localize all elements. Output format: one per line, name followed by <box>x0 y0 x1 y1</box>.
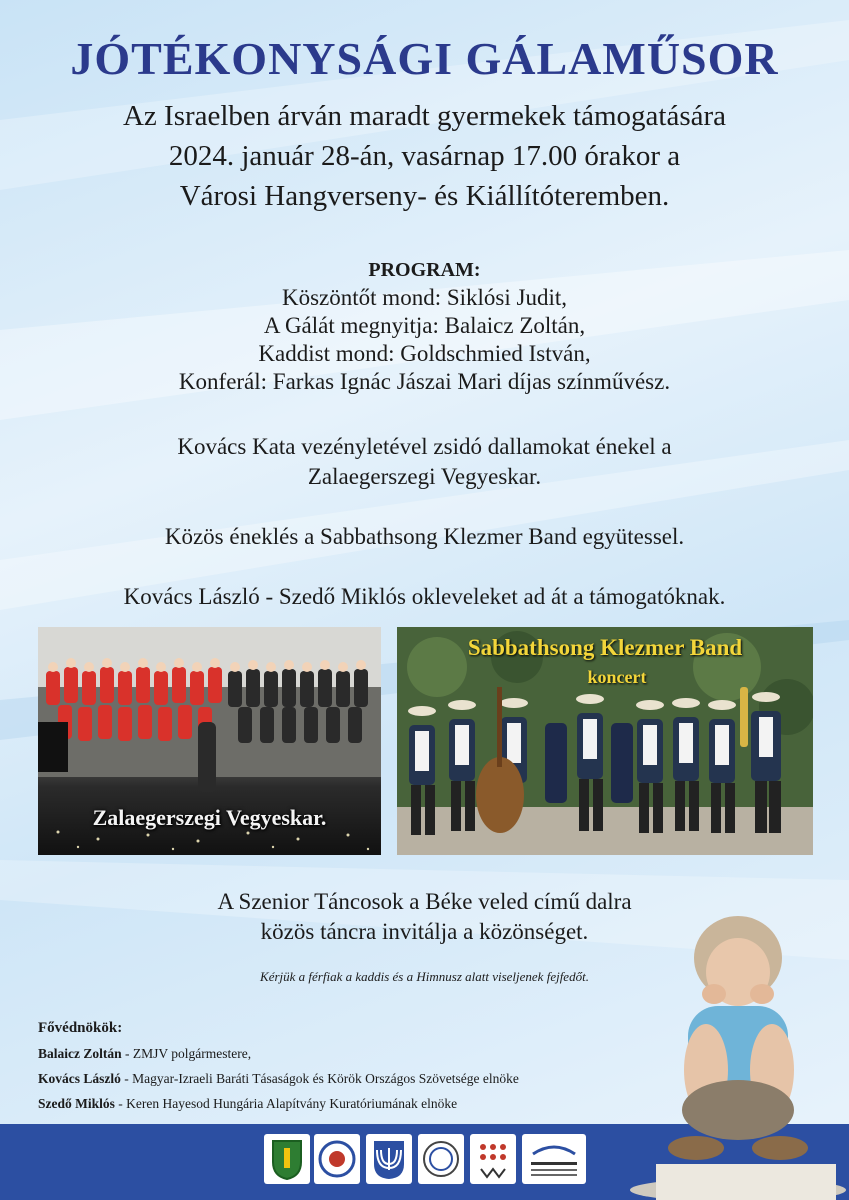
patron-role: - Keren Hayesod Hungária Alapítvány Kuratóriumának elnöke <box>114 1096 458 1111</box>
patron-name: Szedő Miklós <box>38 1096 115 1111</box>
dance-line: A Szenior Táncosok a Béke veled című dalra <box>217 889 632 914</box>
band-subtitle: koncert <box>587 667 647 687</box>
patron-role: - Magyar-Izraeli Baráti Tásaságok és Körök Országos Szövetsége elnöke <box>120 1071 519 1086</box>
band-illustration <box>397 627 813 855</box>
intro-text <box>0 96 849 216</box>
city-crest-icon <box>264 1134 310 1184</box>
choir-line: Zalaegerszegi Vegyeskar. <box>307 464 542 489</box>
band-title: Sabbathsong Klezmer Band <box>467 635 743 660</box>
patron-line <box>38 1066 678 1091</box>
choir-paragraph <box>0 432 849 492</box>
child-illustration <box>626 910 849 1200</box>
patron-name: Balaicz Zoltán <box>38 1046 122 1061</box>
program-line: Konferál: Farkas Ignác Jászai Mari díjas színművész. <box>178 369 671 394</box>
keren-hayesod-logo-icon <box>522 1134 586 1184</box>
choir-caption: Zalaegerszegi Vegyeskar. <box>92 805 327 830</box>
intro-line: Az Israelben árván maradt gyermekek támogatására <box>122 100 727 132</box>
program-line: A Gálát megnyitja: Balaicz Zoltán, <box>263 313 586 338</box>
patron-name: Kovács László <box>38 1071 121 1086</box>
patrons-heading: Fővédnökök: <box>38 1020 123 1036</box>
seal-logo-icon <box>314 1134 360 1184</box>
band-photo <box>397 627 813 855</box>
program-section <box>0 256 849 396</box>
patron-role: - ZMJV polgármestere, <box>121 1046 252 1061</box>
patrons-section <box>38 1016 678 1116</box>
program-line: Köszöntőt mond: Siklósi Judit, <box>282 285 567 310</box>
intro-line: 2024. január 28-án, vasárnap 17.00 órakor a <box>168 140 681 172</box>
patron-line <box>38 1091 678 1116</box>
headcover-note: Kérjük a férfiak a kaddis és a Himnusz alatt viseljenek fejfedőt. <box>260 969 589 984</box>
menorah-emblem-icon <box>366 1134 412 1184</box>
awards-paragraph: Kovács László - Szedő Miklós okleveleket ad át a támogatóknak. <box>123 584 726 609</box>
sing-paragraph: Közös éneklés a Sabbathsong Klezmer Band együtessel. <box>164 524 685 549</box>
page-title: JÓTÉKONYSÁGI GÁLAMŰSOR <box>70 33 779 84</box>
intro-line: Városi Hangverseny- és Kiállítóteremben. <box>179 180 670 212</box>
patron-line <box>38 1041 678 1066</box>
round-stamp-logo-icon <box>418 1134 464 1184</box>
choir-line: Kovács Kata vezényletével zsidó dallamokat énekel a <box>177 434 672 459</box>
choir-photo <box>38 627 381 855</box>
dotted-logo-icon <box>470 1134 516 1184</box>
dance-line: közös táncra invitálja a közönséget. <box>260 919 589 944</box>
program-line: Kaddist mond: Goldschmied István, <box>258 341 591 366</box>
program-heading: PROGRAM: <box>368 259 481 281</box>
